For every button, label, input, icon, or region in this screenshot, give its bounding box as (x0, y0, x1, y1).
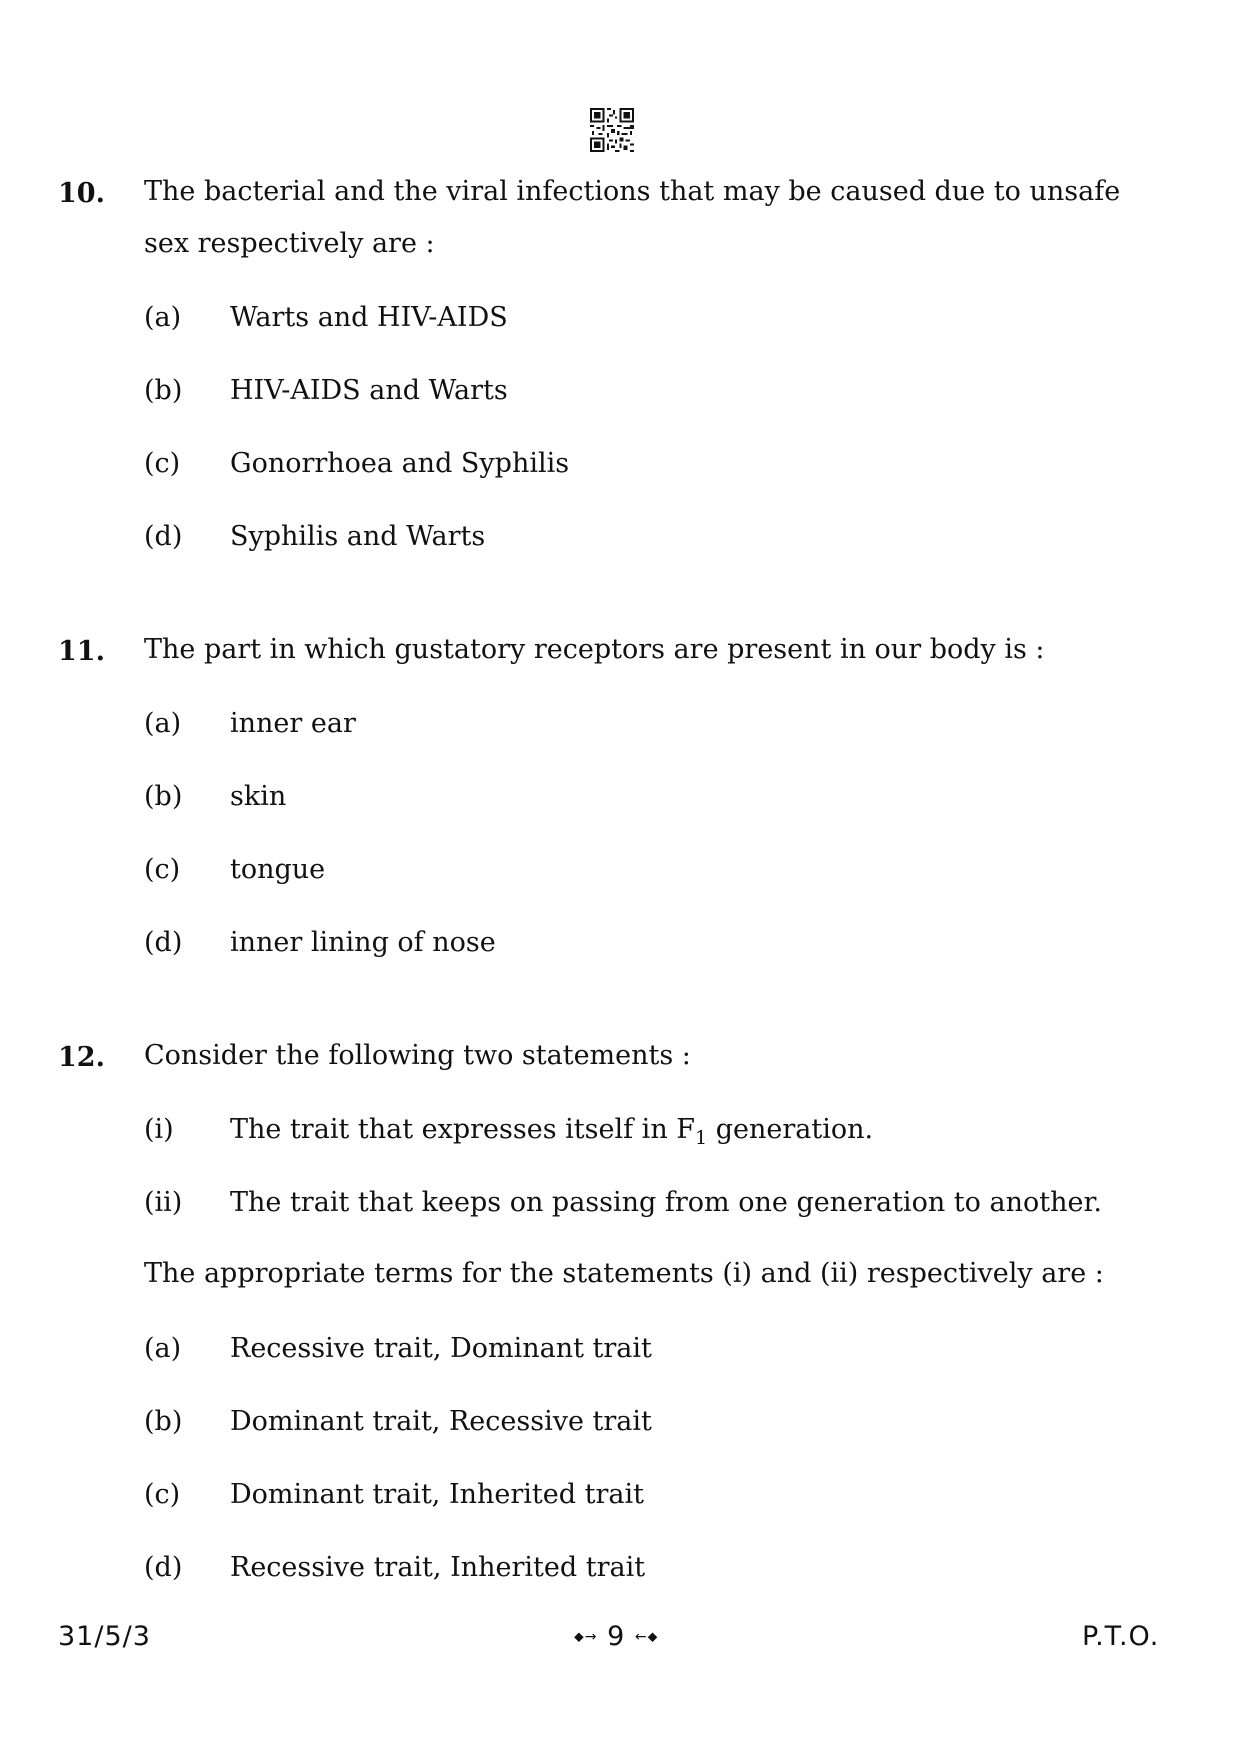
question-11-option-b-text: skin (230, 781, 287, 812)
question-10-option-a-text: Warts and HIV-AIDS (230, 302, 508, 333)
question-12-prompt: The appropriate terms for the statements (i) and (ii) respectively are : (144, 1258, 1104, 1289)
question-12-option-a-text: Recessive trait, Dominant trait (230, 1333, 652, 1364)
paper-code: 31/5/3 (58, 1621, 151, 1652)
question-11-option-c-label: (c) (144, 854, 181, 885)
question-11-option-d-label: (d) (144, 927, 183, 958)
question-12-option-d-text: Recessive trait, Inherited trait (230, 1552, 646, 1583)
statement-i-label: (i) (144, 1114, 174, 1145)
question-12-option-d-label: (d) (144, 1552, 183, 1583)
question-10-option-a-label: (a) (144, 302, 182, 333)
question-11-option-b-label: (b) (144, 781, 183, 812)
question-10-option-d-label: (d) (144, 521, 183, 552)
question-12-option-b-text: Dominant trait, Recessive trait (230, 1406, 652, 1437)
question-10-option-d-text: Syphilis and Warts (230, 521, 486, 552)
page-number-wrapper (574, 1621, 658, 1652)
question-10-number: 10. (58, 178, 105, 209)
question-12-option-c-label: (c) (144, 1479, 181, 1510)
question-11-text: The part in which gustatory receptors are present in our body is : (144, 634, 1045, 665)
question-11-option-d-text: inner lining of nose (230, 927, 496, 958)
statement-ii-label: (ii) (144, 1187, 183, 1218)
question-12-number: 12. (58, 1042, 105, 1073)
statement-ii-text: The trait that keeps on passing from one generation to another. (230, 1187, 1102, 1218)
question-11-number: 11. (58, 636, 105, 667)
question-10-text: The bacterial and the viral infections that may be caused due to unsafe sex respectively are : (144, 176, 1121, 259)
statement-i-text (230, 1114, 873, 1149)
question-10-option-b-label: (b) (144, 375, 183, 406)
question-12-text: Consider the following two statements : (144, 1040, 691, 1071)
ornament-left-icon: ⬥→ (574, 1629, 598, 1645)
statement-i-text-after: generation. (707, 1114, 874, 1145)
ornament-right-icon: ←⬥ (634, 1629, 659, 1645)
question-10-option-b-text: HIV-AIDS and Warts (230, 375, 508, 406)
question-11-option-a-label: (a) (144, 708, 182, 739)
statement-i-text-before: The trait that expresses itself in F (230, 1114, 696, 1145)
question-12-option-c-text: Dominant trait, Inherited trait (230, 1479, 644, 1510)
question-11-option-c-text: tongue (230, 854, 326, 885)
question-10-option-c-label: (c) (144, 448, 181, 479)
page-number: 9 (607, 1621, 626, 1652)
statement-i-subscript: 1 (695, 1127, 708, 1149)
qr-code (590, 108, 634, 152)
question-12-option-b-label: (b) (144, 1406, 183, 1437)
question-11-option-a-text: inner ear (230, 708, 356, 739)
question-10-option-c-text: Gonorrhoea and Syphilis (230, 448, 570, 479)
pto-label: P.T.O. (1082, 1621, 1160, 1652)
question-12-option-a-label: (a) (144, 1333, 182, 1364)
